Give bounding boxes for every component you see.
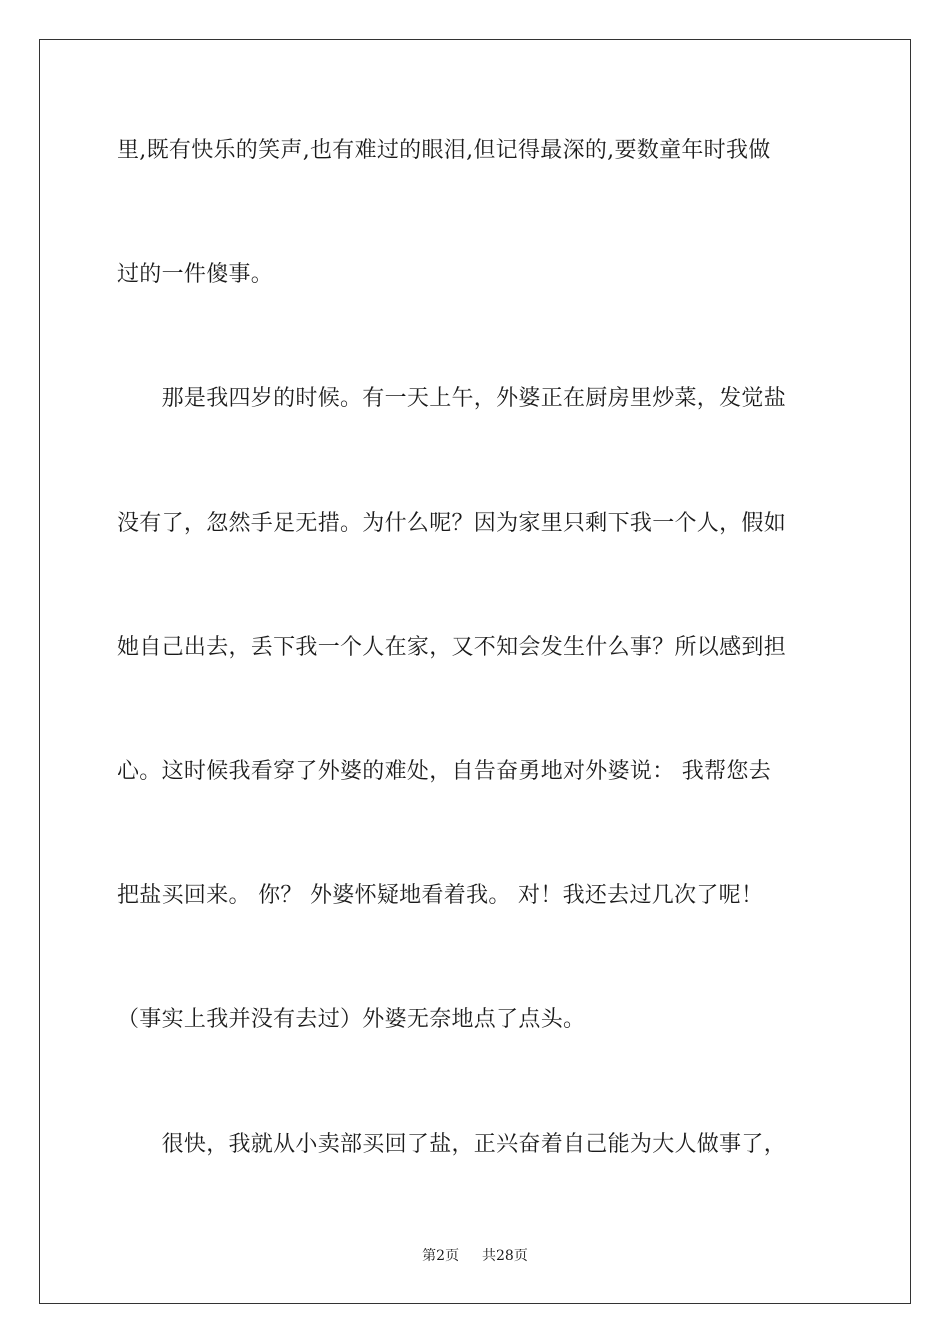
text-line-8: （事实上我并没有去过）外婆无奈地点了点头。 bbox=[117, 1007, 586, 1032]
text-line-7: 把盐买回来。 你？ 外婆怀疑地看着我。 对！我还去过几次了呢！ bbox=[117, 883, 764, 908]
text-line-4: 没有了，忽然手足无措。为什么呢？因为家里只剩下我一个人，假如 bbox=[117, 511, 787, 536]
text-line-1: 里,既有快乐的笑声,也有难过的眼泪,但记得最深的,要数童年时我做 bbox=[117, 138, 771, 163]
text-line-5: 她自己出去，丢下我一个人在家，又不知会发生什么事？所以感到担 bbox=[117, 635, 787, 660]
page-border bbox=[39, 39, 911, 1304]
page-number: 第2页 bbox=[422, 1248, 460, 1264]
page-total: 共28页 bbox=[482, 1248, 528, 1264]
page-footer bbox=[0, 1246, 950, 1266]
text-line-2: 过的一件傻事。 bbox=[117, 262, 274, 287]
text-line-6: 心。这时候我看穿了外婆的难处，自告奋勇地对外婆说： 我帮您去 bbox=[117, 759, 771, 784]
text-line-9: 很快，我就从小卖部买回了盐，正兴奋着自己能为大人做事了， bbox=[117, 1132, 787, 1157]
text-line-3: 那是我四岁的时候。有一天上午，外婆正在厨房里炒菜，发觉盐 bbox=[117, 386, 787, 411]
